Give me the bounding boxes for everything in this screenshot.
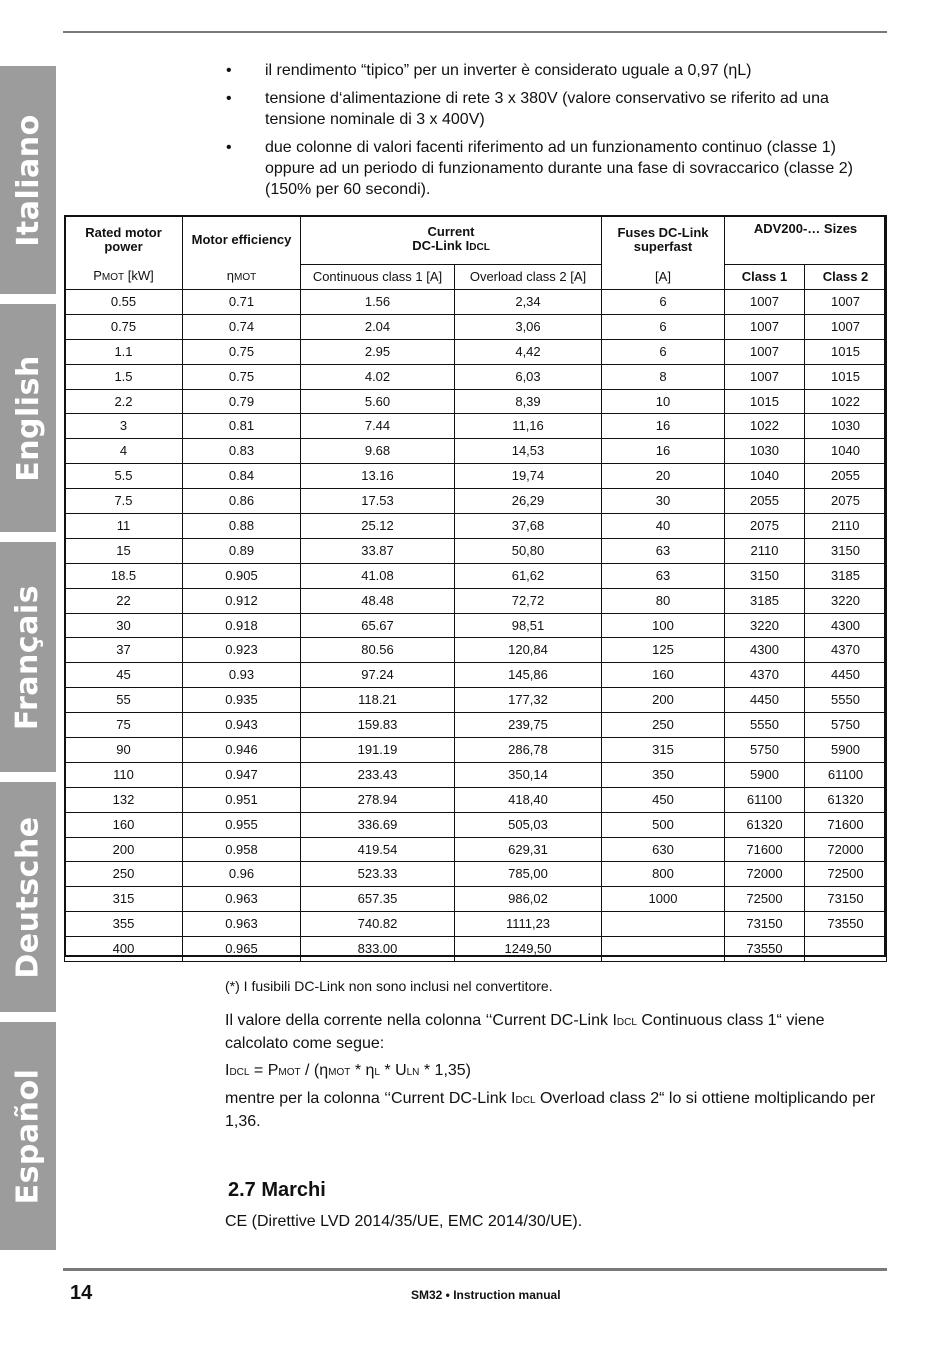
table-cell: 1007 bbox=[725, 314, 805, 339]
table-cell: 4300 bbox=[725, 638, 805, 663]
table-cell: 1022 bbox=[805, 389, 887, 414]
table-cell: 65.67 bbox=[301, 613, 455, 638]
table-cell: 0.84 bbox=[183, 464, 301, 489]
table-cell: 250 bbox=[65, 862, 183, 887]
table-cell: 120,84 bbox=[455, 638, 602, 663]
table-cell: 0.75 bbox=[183, 364, 301, 389]
table-cell: 657.35 bbox=[301, 887, 455, 912]
eff-symbol-sc: MOT bbox=[234, 271, 257, 283]
table-cell: 1015 bbox=[725, 389, 805, 414]
table-cell: 250 bbox=[602, 713, 725, 738]
table-cell: 278.94 bbox=[301, 787, 455, 812]
table-cell: 160 bbox=[602, 663, 725, 688]
table-row bbox=[65, 688, 887, 713]
table-cell: 286,78 bbox=[455, 738, 602, 763]
table-cell: 41.08 bbox=[301, 563, 455, 588]
table-cell: 11,16 bbox=[455, 414, 602, 439]
bullet-item: • tensione d‘alimentazione di rete 3 x 380V (valore conservativo se riferito ad una tensione nominale di 3 x 400V) bbox=[224, 88, 884, 130]
table-cell: 0.905 bbox=[183, 563, 301, 588]
table-cell: 1022 bbox=[725, 414, 805, 439]
tab-francais[interactable] bbox=[0, 542, 56, 772]
table-cell: 785,00 bbox=[455, 862, 602, 887]
table-cell: 2110 bbox=[725, 538, 805, 563]
subheader-efficiency bbox=[183, 265, 301, 290]
tab-espanol[interactable] bbox=[0, 1022, 56, 1250]
table-cell: 73550 bbox=[805, 912, 887, 937]
table-cell: 5900 bbox=[725, 762, 805, 787]
header-current-sub-sc: DCL bbox=[469, 242, 490, 253]
subheader-overload: Overload class 2 [A] bbox=[455, 265, 602, 290]
table-cell: 40 bbox=[602, 514, 725, 539]
calc-text-a: Il valore della corrente nella colonna ‘‘Current DC-Link I bbox=[225, 1012, 617, 1029]
table-cell: 110 bbox=[65, 762, 183, 787]
table-cell: 350,14 bbox=[455, 762, 602, 787]
table-row bbox=[65, 290, 887, 315]
table-cell bbox=[805, 937, 887, 962]
table-cell: 100 bbox=[602, 613, 725, 638]
formula-u-sc: LN bbox=[406, 1067, 420, 1078]
table-cell: 25.12 bbox=[301, 514, 455, 539]
table-cell: 16 bbox=[602, 414, 725, 439]
table-cell: 4,42 bbox=[455, 339, 602, 364]
tab-label: English bbox=[10, 354, 46, 482]
table-cell: 26,29 bbox=[455, 489, 602, 514]
table-cell: 350 bbox=[602, 762, 725, 787]
table-cell: 6 bbox=[602, 314, 725, 339]
overload-text-a: mentre per la colonna ‘‘Current DC-Link I bbox=[225, 1090, 516, 1107]
table-row bbox=[65, 538, 887, 563]
table-cell: 1007 bbox=[725, 339, 805, 364]
table-cell: 72000 bbox=[725, 862, 805, 887]
table-cell: 20 bbox=[602, 464, 725, 489]
table-cell: 629,31 bbox=[455, 837, 602, 862]
table-cell: 0.912 bbox=[183, 588, 301, 613]
table-cell: 2055 bbox=[725, 489, 805, 514]
table-cell: 315 bbox=[602, 738, 725, 763]
table-cell: 6,03 bbox=[455, 364, 602, 389]
document-title: SM32 • Instruction manual bbox=[411, 1288, 561, 1302]
tab-deutsche[interactable] bbox=[0, 782, 56, 1012]
table-cell: 2110 bbox=[805, 514, 887, 539]
table-cell: 0.75 bbox=[183, 339, 301, 364]
table-cell: 0.79 bbox=[183, 389, 301, 414]
table-cell: 1.56 bbox=[301, 290, 455, 315]
table-cell: 0.75 bbox=[65, 314, 183, 339]
table-cell: 0.55 bbox=[65, 290, 183, 315]
table-cell: 0.963 bbox=[183, 887, 301, 912]
table-row bbox=[65, 738, 887, 763]
header-current bbox=[301, 216, 602, 265]
intro-bullet-list bbox=[224, 60, 884, 207]
table-cell: 19,74 bbox=[455, 464, 602, 489]
header-fuses: Fuses DC-Link superfast bbox=[602, 216, 725, 265]
table-cell: 3220 bbox=[725, 613, 805, 638]
table-cell: 2055 bbox=[805, 464, 887, 489]
table-cell: 2.04 bbox=[301, 314, 455, 339]
overload-text-sc: DCL bbox=[515, 1095, 536, 1106]
table-cell: 80 bbox=[602, 588, 725, 613]
table-cell: 3 bbox=[65, 414, 183, 439]
table-cell: 3150 bbox=[805, 538, 887, 563]
table-row bbox=[65, 762, 887, 787]
table-cell: 15 bbox=[65, 538, 183, 563]
table-cell: 5550 bbox=[725, 713, 805, 738]
table-cell: 159.83 bbox=[301, 713, 455, 738]
table-cell: 2.95 bbox=[301, 339, 455, 364]
tab-italiano[interactable] bbox=[0, 66, 56, 294]
tab-english[interactable] bbox=[0, 304, 56, 532]
table-cell: 5.5 bbox=[65, 464, 183, 489]
table-cell: 118.21 bbox=[301, 688, 455, 713]
table-cell: 740.82 bbox=[301, 912, 455, 937]
table-cell: 0.83 bbox=[183, 439, 301, 464]
eff-symbol: η bbox=[226, 267, 234, 283]
table-cell: 1015 bbox=[805, 364, 887, 389]
table-row bbox=[65, 887, 887, 912]
subheader-class1: Class 1 bbox=[725, 265, 805, 290]
formula-eq: = P bbox=[249, 1062, 279, 1079]
table-cell: 800 bbox=[602, 862, 725, 887]
power-unit: [kW] bbox=[124, 267, 154, 283]
subheader-power bbox=[65, 265, 183, 290]
table-cell: 50,80 bbox=[455, 538, 602, 563]
calc-paragraph bbox=[225, 1010, 885, 1054]
overload-paragraph bbox=[225, 1088, 885, 1132]
table-cell: 7.44 bbox=[301, 414, 455, 439]
table-cell: 0.947 bbox=[183, 762, 301, 787]
table-cell: 200 bbox=[602, 688, 725, 713]
table-cell: 73550 bbox=[725, 937, 805, 962]
table-cell: 10 bbox=[602, 389, 725, 414]
table-cell: 986,02 bbox=[455, 887, 602, 912]
table-cell: 4370 bbox=[805, 638, 887, 663]
table-cell: 3185 bbox=[805, 563, 887, 588]
power-symbol: P bbox=[93, 267, 102, 283]
table-cell: 55 bbox=[65, 688, 183, 713]
fuse-note: (*) I fusibili DC-Link non sono inclusi nel convertitore. bbox=[225, 978, 553, 994]
table-cell: 0.935 bbox=[183, 688, 301, 713]
table-cell: 0.943 bbox=[183, 713, 301, 738]
table-cell: 0.74 bbox=[183, 314, 301, 339]
table-row bbox=[65, 439, 887, 464]
table-cell: 500 bbox=[602, 812, 725, 837]
formula-p-sc: MOT bbox=[278, 1067, 301, 1078]
table-cell: 418,40 bbox=[455, 787, 602, 812]
table-cell: 37 bbox=[65, 638, 183, 663]
table-cell: 9.68 bbox=[301, 439, 455, 464]
table-cell: 90 bbox=[65, 738, 183, 763]
table-cell: 0.81 bbox=[183, 414, 301, 439]
table-cell: 73150 bbox=[805, 887, 887, 912]
table-cell: 630 bbox=[602, 837, 725, 862]
table-cell: 355 bbox=[65, 912, 183, 937]
power-symbol-sc: MOT bbox=[101, 271, 125, 283]
table-cell: 1007 bbox=[805, 290, 887, 315]
table-row bbox=[65, 613, 887, 638]
formula-etal-sc: L bbox=[374, 1067, 380, 1078]
table-cell: 505,03 bbox=[455, 812, 602, 837]
table-cell: 97.24 bbox=[301, 663, 455, 688]
table-cell: 1015 bbox=[805, 339, 887, 364]
table-cell: 80.56 bbox=[301, 638, 455, 663]
table-cell: 0.951 bbox=[183, 787, 301, 812]
bullet-item: • due colonne di valori facenti riferimento ad un funzionamento continuo (classe 1) oppure ad un periodo di funzionamento durante una fase di sovraccarico (classe 2) (150% per 60 secondi). bbox=[224, 137, 884, 200]
table-cell: 61100 bbox=[805, 762, 887, 787]
header-power: Rated motor power bbox=[65, 216, 183, 265]
table-cell: 71600 bbox=[725, 837, 805, 862]
table-body bbox=[65, 290, 887, 962]
formula-eta-sc: MOT bbox=[328, 1067, 351, 1078]
table-cell: 5750 bbox=[805, 713, 887, 738]
table-cell: 4370 bbox=[725, 663, 805, 688]
table-row bbox=[65, 339, 887, 364]
table-cell: 523.33 bbox=[301, 862, 455, 887]
table-cell: 3220 bbox=[805, 588, 887, 613]
dc-link-table bbox=[64, 215, 887, 962]
table-cell: 315 bbox=[65, 887, 183, 912]
table-row bbox=[65, 389, 887, 414]
calc-text-b: Continuous class 1“ viene calcolato come segue: bbox=[225, 1012, 825, 1052]
table-cell: 177,32 bbox=[455, 688, 602, 713]
table-cell: 0.955 bbox=[183, 812, 301, 837]
table-cell: 1007 bbox=[725, 364, 805, 389]
subheader-class2: Class 2 bbox=[805, 265, 887, 290]
table-row bbox=[65, 862, 887, 887]
table-cell: 30 bbox=[602, 489, 725, 514]
formula-mul1: * η bbox=[350, 1062, 375, 1079]
header-current-title: Current bbox=[427, 224, 475, 239]
table-cell: 72000 bbox=[805, 837, 887, 862]
table-cell: 63 bbox=[602, 538, 725, 563]
table-cell: 8 bbox=[602, 364, 725, 389]
table-cell: 72,72 bbox=[455, 588, 602, 613]
bottom-rule bbox=[63, 1268, 887, 1271]
table-row bbox=[65, 787, 887, 812]
table-cell: 48.48 bbox=[301, 588, 455, 613]
formula bbox=[225, 1060, 885, 1083]
page-number: 14 bbox=[70, 1282, 93, 1304]
table-cell: 73150 bbox=[725, 912, 805, 937]
table-cell: 72500 bbox=[725, 887, 805, 912]
table-cell: 2,34 bbox=[455, 290, 602, 315]
table-cell: 0.86 bbox=[183, 489, 301, 514]
table-cell: 13.16 bbox=[301, 464, 455, 489]
table-cell: 75 bbox=[65, 713, 183, 738]
table-cell: 3,06 bbox=[455, 314, 602, 339]
table-cell: 233.43 bbox=[301, 762, 455, 787]
table-cell: 0.93 bbox=[183, 663, 301, 688]
table-cell: 0.965 bbox=[183, 937, 301, 962]
table-row bbox=[65, 937, 887, 962]
formula-mul2: * U bbox=[379, 1062, 407, 1079]
table-cell: 2075 bbox=[725, 514, 805, 539]
table-cell: 0.923 bbox=[183, 638, 301, 663]
table-cell: 833.00 bbox=[301, 937, 455, 962]
table-cell bbox=[602, 937, 725, 962]
table-cell: 5900 bbox=[805, 738, 887, 763]
table-row bbox=[65, 464, 887, 489]
table-cell: 17.53 bbox=[301, 489, 455, 514]
table-cell: 61,62 bbox=[455, 563, 602, 588]
table-cell: 450 bbox=[602, 787, 725, 812]
table-cell: 5550 bbox=[805, 688, 887, 713]
table-cell: 1030 bbox=[805, 414, 887, 439]
table-cell: 72500 bbox=[805, 862, 887, 887]
table-row bbox=[65, 364, 887, 389]
table-row bbox=[65, 713, 887, 738]
table-row bbox=[65, 489, 887, 514]
table-cell: 1111,23 bbox=[455, 912, 602, 937]
table-cell: 5750 bbox=[725, 738, 805, 763]
table-cell bbox=[602, 912, 725, 937]
section-text: CE (Direttive LVD 2014/35/UE, EMC 2014/30/UE). bbox=[225, 1213, 583, 1230]
formula-i-sc: DCL bbox=[229, 1067, 250, 1078]
table-cell: 1.5 bbox=[65, 364, 183, 389]
table-cell: 132 bbox=[65, 787, 183, 812]
header-efficiency: Motor efficiency bbox=[183, 216, 301, 265]
table-cell: 1007 bbox=[725, 290, 805, 315]
bullet-item: • il rendimento “tipico” per un inverter è considerato uguale a 0,97 (ηL) bbox=[224, 60, 884, 81]
table-cell: 200 bbox=[65, 837, 183, 862]
tab-label: Español bbox=[10, 1068, 46, 1204]
table-cell: 419.54 bbox=[301, 837, 455, 862]
overload-text-b: Overload class 2“ lo si ottiene moltiplicando per 1,36. bbox=[225, 1090, 876, 1130]
subheader-continuous: Continuous class 1 [A] bbox=[301, 265, 455, 290]
table-cell: 0.88 bbox=[183, 514, 301, 539]
table-row bbox=[65, 663, 887, 688]
table-cell: 336.69 bbox=[301, 812, 455, 837]
table-cell: 125 bbox=[602, 638, 725, 663]
table-cell: 18.5 bbox=[65, 563, 183, 588]
table-row bbox=[65, 638, 887, 663]
table-cell: 4450 bbox=[725, 688, 805, 713]
table-cell: 0.958 bbox=[183, 837, 301, 862]
table-row bbox=[65, 314, 887, 339]
table-cell: 2.2 bbox=[65, 389, 183, 414]
table-cell: 1030 bbox=[725, 439, 805, 464]
table-cell: 0.71 bbox=[183, 290, 301, 315]
tab-label: Deutsche bbox=[10, 815, 46, 979]
tab-label: Italiano bbox=[10, 113, 46, 247]
table-row bbox=[65, 837, 887, 862]
table-cell: 4 bbox=[65, 439, 183, 464]
table-cell: 1000 bbox=[602, 887, 725, 912]
table-cell: 4450 bbox=[805, 663, 887, 688]
header-sizes: ADV200-… Sizes bbox=[725, 216, 887, 265]
table-cell: 45 bbox=[65, 663, 183, 688]
table-row bbox=[65, 414, 887, 439]
table-cell: 16 bbox=[602, 439, 725, 464]
table-cell: 0.918 bbox=[183, 613, 301, 638]
table-row bbox=[65, 912, 887, 937]
table-cell: 1007 bbox=[805, 314, 887, 339]
table-cell: 160 bbox=[65, 812, 183, 837]
table-row bbox=[65, 588, 887, 613]
table-cell: 30 bbox=[65, 613, 183, 638]
table-cell: 400 bbox=[65, 937, 183, 962]
table-cell: 37,68 bbox=[455, 514, 602, 539]
top-rule bbox=[63, 31, 887, 33]
table-row bbox=[65, 563, 887, 588]
table-cell: 22 bbox=[65, 588, 183, 613]
table-cell: 6 bbox=[602, 339, 725, 364]
table-cell: 0.96 bbox=[183, 862, 301, 887]
table-cell: 1.1 bbox=[65, 339, 183, 364]
table-cell: 1040 bbox=[805, 439, 887, 464]
table-cell: 33.87 bbox=[301, 538, 455, 563]
formula-i: I bbox=[225, 1062, 230, 1079]
table-cell: 0.946 bbox=[183, 738, 301, 763]
table-cell: 61320 bbox=[805, 787, 887, 812]
table-cell: 61320 bbox=[725, 812, 805, 837]
subheader-fuse-unit: [A] bbox=[602, 265, 725, 290]
table-cell: 3185 bbox=[725, 588, 805, 613]
table-cell: 6 bbox=[602, 290, 725, 315]
table-cell: 0.963 bbox=[183, 912, 301, 937]
table-cell: 63 bbox=[602, 563, 725, 588]
table-cell: 239,75 bbox=[455, 713, 602, 738]
formula-div: / (η bbox=[300, 1062, 329, 1079]
formula-tail: * 1,35) bbox=[419, 1062, 472, 1079]
table-cell: 0.89 bbox=[183, 538, 301, 563]
table-cell: 98,51 bbox=[455, 613, 602, 638]
table-cell: 1040 bbox=[725, 464, 805, 489]
table-cell: 8,39 bbox=[455, 389, 602, 414]
header-current-sub: DC-Link I bbox=[412, 238, 470, 253]
table-cell: 5.60 bbox=[301, 389, 455, 414]
table-cell: 11 bbox=[65, 514, 183, 539]
table-cell: 7.5 bbox=[65, 489, 183, 514]
table-cell: 71600 bbox=[805, 812, 887, 837]
table-cell: 191.19 bbox=[301, 738, 455, 763]
table-cell: 3150 bbox=[725, 563, 805, 588]
tab-label: Français bbox=[10, 584, 46, 730]
table-row bbox=[65, 514, 887, 539]
table-cell: 4.02 bbox=[301, 364, 455, 389]
calc-text-sc: DCL bbox=[616, 1017, 637, 1028]
table-row bbox=[65, 812, 887, 837]
table-cell: 2075 bbox=[805, 489, 887, 514]
table-cell: 61100 bbox=[725, 787, 805, 812]
table-cell: 4300 bbox=[805, 613, 887, 638]
table-cell: 145,86 bbox=[455, 663, 602, 688]
table-cell: 14,53 bbox=[455, 439, 602, 464]
table-cell: 1249,50 bbox=[455, 937, 602, 962]
section-title: 2.7 Marchi bbox=[228, 1179, 326, 1201]
